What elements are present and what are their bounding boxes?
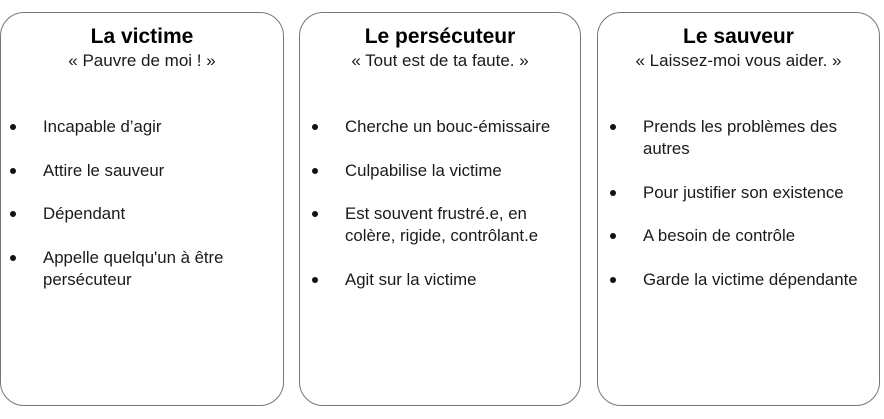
bullet-icon	[312, 211, 318, 217]
list-item-text: Attire le sauveur	[43, 160, 165, 180]
list-item	[300, 116, 580, 138]
list-item-text: A besoin de contrôle	[643, 226, 796, 245]
list-item-text: Agit sur la victime	[345, 269, 477, 289]
role-quote: « Tout est de ta faute. »	[351, 51, 529, 70]
list-item	[300, 203, 580, 247]
bullet-icon	[610, 190, 616, 196]
list-item	[1, 247, 283, 291]
list-item-text: Culpabilise la victime	[345, 160, 502, 180]
trait-list	[300, 116, 580, 291]
list-item	[300, 269, 580, 291]
bullet-icon	[10, 255, 16, 261]
bullet-icon	[610, 277, 616, 283]
list-item-text: Pour justifier son existence	[643, 182, 844, 202]
bullet-icon	[312, 168, 318, 174]
trait-list	[598, 116, 879, 291]
trait-list	[1, 116, 283, 291]
list-item	[1, 116, 283, 138]
role-title: Le persécuteur	[364, 25, 516, 48]
list-item	[598, 225, 879, 247]
list-item	[300, 160, 580, 182]
list-item-text: Incapable d’agir	[43, 117, 162, 136]
bullet-icon	[610, 124, 616, 130]
list-item-text: Garde la victime dépendante	[643, 269, 858, 289]
list-item-text: Appelle quelqu'un à être persécuteur	[43, 247, 224, 289]
role-box-victime	[0, 12, 284, 406]
role-box-persecuteur	[299, 12, 581, 406]
list-item	[1, 160, 283, 182]
bullet-icon	[10, 168, 16, 174]
bullet-icon	[312, 124, 318, 130]
list-item	[598, 182, 879, 204]
list-item	[1, 203, 283, 225]
bullet-icon	[10, 124, 16, 130]
list-item-text: Cherche un bouc-émissaire	[345, 117, 551, 136]
role-box-sauveur	[597, 12, 880, 406]
bullet-icon	[10, 211, 16, 217]
role-title: Le sauveur	[683, 25, 794, 48]
role-quote: « Pauvre de moi ! »	[68, 51, 216, 70]
role-title: La victime	[90, 25, 194, 48]
role-quote: « Laissez-moi vous aider. »	[635, 51, 842, 70]
list-item-text: Est souvent frustré.e, en colère, rigide, contrôlant.e	[345, 204, 539, 245]
list-item-text: Dépendant	[43, 204, 126, 223]
bullet-icon	[610, 233, 616, 239]
list-item-text: Prends les problèmes des autres	[643, 117, 838, 158]
bullet-icon	[312, 277, 318, 283]
list-item	[598, 269, 879, 291]
list-item	[598, 116, 879, 160]
